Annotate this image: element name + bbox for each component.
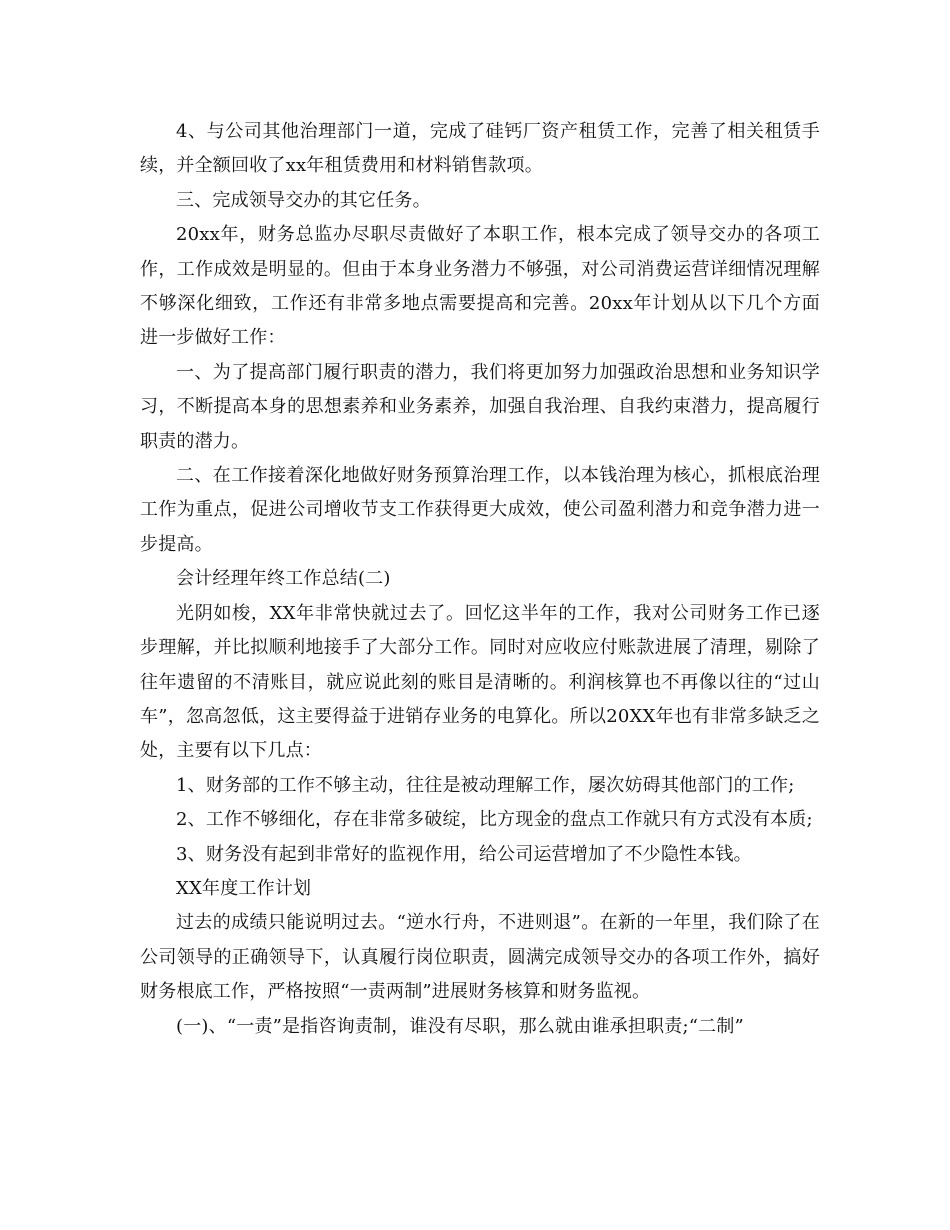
section-heading-summary-two: 会计经理年终工作总结(二) [176,568,391,590]
paragraph-point-one: 一、为了提高部门履行职责的潜力，我们将更加努力加强政治思想和业务知识学习，不断提高本身的思想素养和业务素养，加强自我治理、自我约束潜力，提高履行职责的潜力。 [140,361,820,452]
document-body [140,115,820,1044]
paragraph-one-responsibility: (一)、“一责”是指咨询责制，谁没有尽职，那么就由谁承担职责;“二制” [176,1015,744,1037]
list-item-shortcoming-3: 3、财务没有起到非常好的监视作用，给公司运营增加了不少隐性本钱。 [176,843,752,865]
paragraph-annual-summary: 20xx年，财务总监办尽职尽责做好了本职工作，根本完成了领导交办的各项工作，工作成效是明显的。但由于本身业务潜力不够强，对公司消费运营详细情况理解不够深化细致，工作还有非常多地点需要提高和完善。20xx年计划从以下几个方面进一步做好工作： [140,224,820,349]
section-heading-work-plan: XX年度工作计划 [176,877,312,899]
list-item-shortcoming-2: 2、工作不够细化，存在非常多破绽，比方现金的盘点工作就只有方式没有本质; [176,809,813,831]
list-item-shortcoming-1: 1、财务部的工作不够主动，往往是被动理解工作，屡次妨碍其他部门的工作; [176,774,795,796]
paragraph-time-flies: 光阴如梭，XX年非常快就过去了。回忆这半年的工作，我对公司财务工作已逐步理解，并比拟顺利地接手了大部分工作。同时对应收应付账款进展了清理，剔除了往年遗留的不清账目，就应说此刻的账目是清晰的。利润核算也不再像以往的“过山车”，忽高忽低，这主要得益于进销存业务的电算化。所以20XX年也有非常多缺乏之处，主要有以下几点： [140,602,820,762]
paragraph-past-achievements: 过去的成绩只能说明过去。“逆水行舟，不进则退”。在新的一年里，我们除了在公司领导的正确领导下，认真履行岗位职责，圆满完成领导交办的各项工作外，搞好财务根底工作，严格按照“一责两制”进展财务核算和财务监视。 [140,912,820,1003]
paragraph-point-two: 二、在工作接着深化地做好财务预算治理工作，以本钱治理为核心，抓根底治理工作为重点，促进公司增收节支工作获得更大成效，使公司盈利潜力和竞争潜力进一步提高。 [140,465,820,555]
paragraph-lease-work: 4、与公司其他治理部门一道，完成了硅钙厂资产租赁工作，完善了相关租赁手续，并全额回收了xx年租赁费用和材料销售款项。 [140,121,820,177]
paragraph-section-three: 三、完成领导交办的其它任务。 [176,189,431,211]
